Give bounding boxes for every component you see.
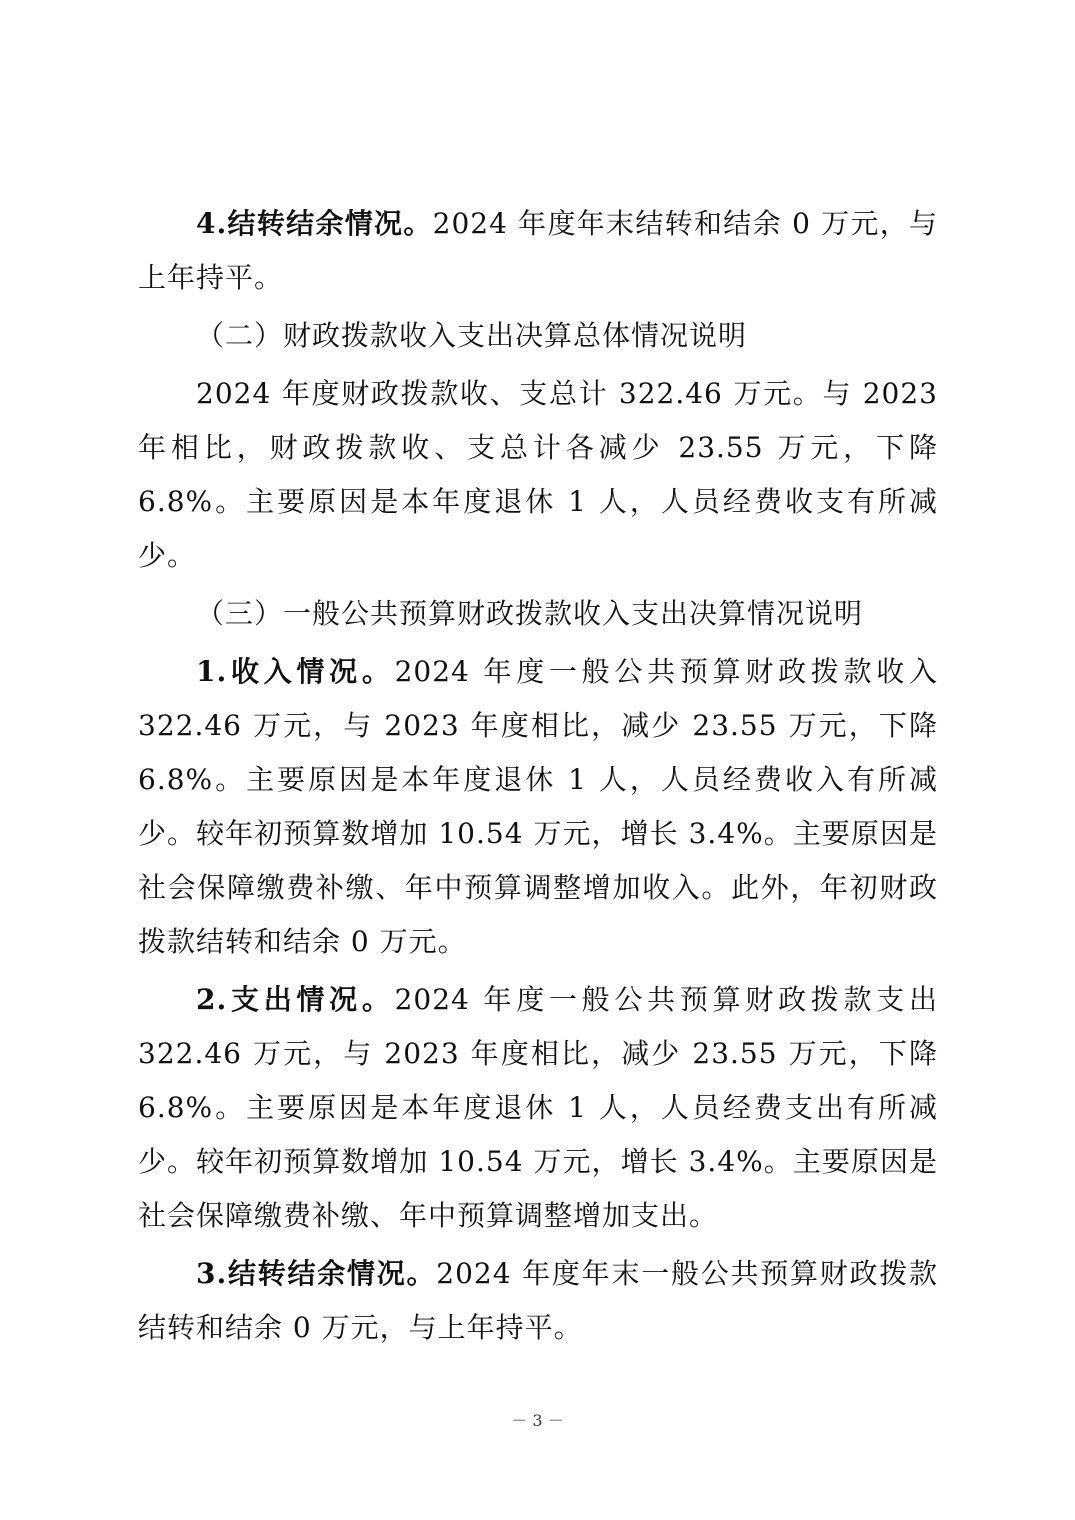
paragraph-lead: 1.收入情况。 (196, 655, 395, 688)
paragraph-text: 2024 年度财政拨款收、支总计 322.46 万元。与 2023 年相比，财政拨款收、支总计各减少 23.55 万元，下降 6.8%。主要原因是本年度退休 1 人，人员经费收支有所减少。 (138, 377, 938, 572)
paragraph-lead: 3.结转结余情况。 (196, 1257, 437, 1290)
paragraph-income (138, 645, 938, 969)
paragraph-fiscal-overall (138, 367, 938, 583)
section-heading-fiscal-overall: （二）财政拨款收入支出决算总体情况说明 (196, 319, 748, 352)
paragraph-lead: 2.支出情况。 (196, 983, 395, 1016)
paragraph-text: 2024 年度一般公共预算财政拨款支出 322.46 万元，与 2023 年度相比，减少 23.55 万元，下降 6.8%。主要原因是本年度退休 1 人，人员经费支出有所减少。较年初预算数增加 10.54 万元，增长 3.4%。主要原因是社会保障缴费补缴、年中预算调整增加支出。 (138, 983, 938, 1232)
page-number: － 3 － (511, 1411, 564, 1430)
paragraph-text: 2024 年度年末一般公共预算财政拨款结转和结余 0 万元，与上年持平。 (138, 1257, 938, 1344)
paragraph-expenditure (138, 973, 938, 1243)
paragraph-general-carryover (138, 1247, 938, 1355)
paragraph-text: 2024 年度一般公共预算财政拨款收入 322.46 万元，与 2023 年度相比，减少 23.55 万元，下降 6.8%。主要原因是本年度退休 1 人，人员经费收入有所减少。较年初预算数增加 10.54 万元，增长 3.4%。主要原因是社会保障缴费补缴、年中预算调整增加收入。此外，年初财政拨款结转和结余 0 万元。 (138, 655, 938, 958)
section-heading-general-budget: （三）一般公共预算财政拨款收入支出决算情况说明 (196, 597, 864, 630)
document-body (138, 197, 938, 1355)
paragraph-lead: 4.结转结余情况。 (196, 207, 433, 240)
paragraph-carryover-balance (138, 197, 938, 305)
paragraph-text: 2024 年度年末结转和结余 0 万元，与上年持平。 (138, 207, 939, 294)
